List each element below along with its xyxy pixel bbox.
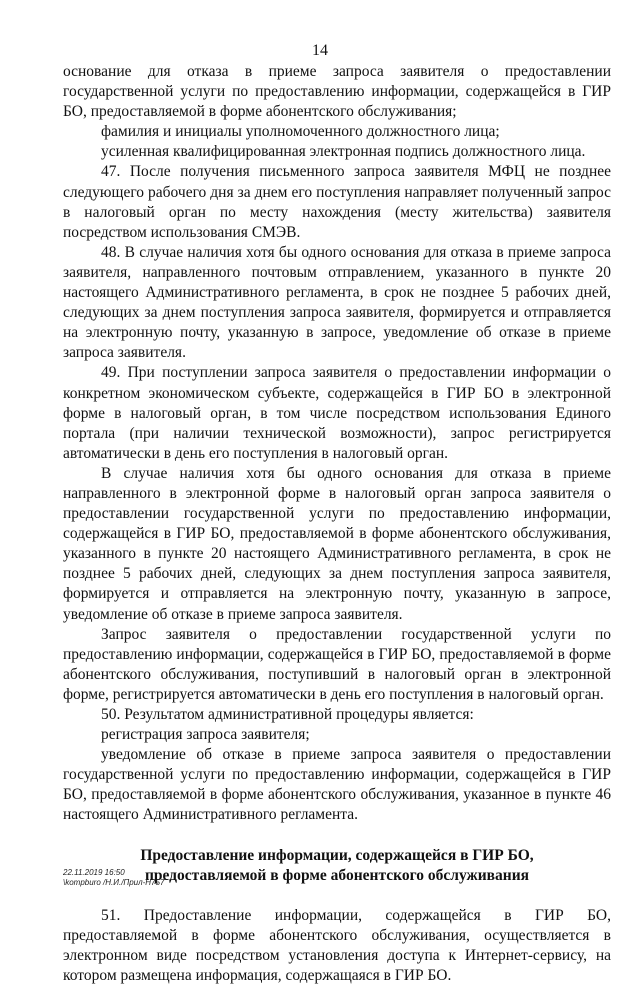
- paragraph: Запрос заявителя о предоставлении государственной услуги по предоставлению информации, содержащейся в ГИР БО, предоставляемой в форме абонентского обслуживания, поступивший в налоговый орган в электронной форме, регистрируется автоматически в день его поступления в налоговый орган.: [63, 625, 611, 703]
- document-footer: [63, 868, 164, 888]
- paragraph: усиленная квалифицированная электронная подпись должностного лица.: [101, 143, 586, 161]
- paragraph: фамилия и инициалы уполномоченного должностного лица;: [101, 123, 500, 141]
- paragraph: 47. После получения письменного запроса заявителя МФЦ не позднее следующего рабочего дня за днем его поступления направляет полученный запрос в налоговый орган по месту нахождения (месту жительства) заявителя посредством использования СМЭВ.: [63, 163, 611, 241]
- section-heading-line-2: предоставляемой в форме абонентского обслуживания: [144, 866, 530, 884]
- paragraph: 49. При поступлении запроса заявителя о предоставлении информации о конкретном экономическом субъекте, содержащейся в ГИР БО в электронной форме в налоговый орган, в том числе посредством использования Единого портала (при наличии технической возможности), запрос регистрируется автоматически в день его поступления в налоговый орган.: [63, 364, 611, 462]
- paragraph: 50. Результатом административной процедуры является:: [101, 706, 474, 723]
- paragraph: 48. В случае наличия хотя бы одного основания для отказа в приеме запроса заявителя, направленного почтовым отправлением, указанного в пункте 20 настоящего Административного регламента, в срок не позднее 5 рабочих дней, следующих за днем поступления запроса заявителя, формируется и отправляется на электронную почту, указанную в запросе, уведомление об отказе в приеме запроса заявителя.: [63, 243, 611, 362]
- paragraph: регистрация запроса заявителя;: [101, 726, 310, 744]
- paragraph: В случае наличия хотя бы одного основания для отказа в приеме направленного в электронной форме в налоговый орган запроса заявителя о предоставлении государственной услуги по предоставлению информации, содержащейся в ГИР БО, предоставляемой в форме абонентского обслуживания, указанного в пункте 20 настоящего Административного регламента, в срок не позднее 5 рабочих дней, следующих за днем поступления запроса заявителя, формируется и отправляется на электронную почту, указанную в запросе, уведомление об отказе в приеме запроса заявителя.: [63, 464, 611, 623]
- footer-timestamp: 22.11.2019 16:50: [63, 868, 125, 877]
- paragraph: уведомление об отказе в приеме запроса заявителя о предоставлении государственной услуги по предоставлению информации, содержащейся в ГИР БО, предоставляемой в форме абонентского обслуживания, указанное в пункте 46 настоящего Административного регламента.: [63, 746, 611, 824]
- paragraph-51: 51. Предоставление информации, содержащейся в ГИР БО, предоставляемой в форме абонентского обслуживания, осуществляется в электронном виде посредством установления доступа к Интернет-сервису, на котором размещена информация, содержащаяся в ГИР БО.: [63, 906, 611, 985]
- page-number: 14: [312, 42, 328, 59]
- paragraph-list: [63, 62, 611, 826]
- section-heading-line-1: Предоставление информации, содержащейся в ГИР БО,: [140, 846, 534, 864]
- document-body: [63, 62, 611, 986]
- footer-file-path: \kompburo /Н.И./Прил-Н757: [63, 878, 165, 887]
- paragraph: основание для отказа в приеме запроса заявителя о предоставлении государственной услуги по предоставлению информации, содержащейся в ГИР БО, предоставляемой в форме абонентского обслуживания;: [63, 63, 611, 121]
